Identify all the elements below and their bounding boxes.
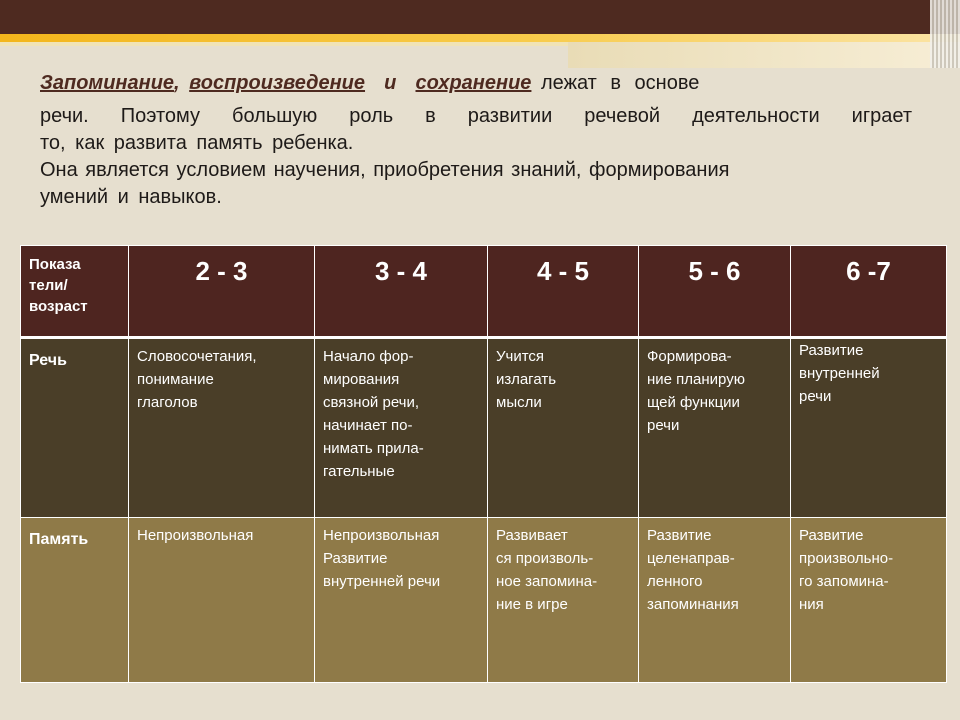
intro-line-3: то, как развита память ребенка. — [40, 132, 354, 154]
keyword-reproduction: воспроизведение — [189, 72, 366, 94]
age-header-4-5: 4 - 5 — [488, 246, 639, 338]
speech-cell-4-5: Учится излагать мысли — [488, 338, 639, 518]
age-header-3-4: 3 - 4 — [315, 246, 488, 338]
corner-header: Показа тели/ возраст — [21, 246, 129, 338]
intro-line-4: Она является условием научения, приобретения знаний, формирования — [40, 159, 730, 181]
memory-cell-2-3: Непроизвольная — [129, 518, 315, 683]
row-label-speech: Речь — [21, 338, 129, 518]
intro-comma: , — [174, 72, 180, 94]
speech-cell-3-4: Начало фор- мирования связной речи, начинает по- нимать прила- гательные — [315, 338, 488, 518]
keyword-memorization: Запоминание — [40, 72, 175, 94]
speech-cell-6-7: Развитие внутренней речи — [791, 338, 947, 518]
intro-line-1 — [40, 70, 912, 97]
table-row-memory — [21, 518, 947, 683]
gold-accent-stripe — [0, 34, 960, 42]
row-label-memory: Память — [21, 518, 129, 683]
age-header-2-3: 2 - 3 — [129, 246, 315, 338]
memory-cell-6-7: Развитие произвольно- го запомина- ния — [791, 518, 947, 683]
table-header-row — [21, 246, 947, 338]
intro-conjunction: и — [384, 72, 397, 94]
memory-cell-3-4: Непроизвольная Развитие внутренней речи — [315, 518, 488, 683]
decorative-ribs — [930, 0, 960, 68]
intro-line-2: речи. Поэтому большую роль в развитии речевой деятельности играет — [40, 105, 912, 127]
age-header-6-7: 6 -7 — [791, 246, 947, 338]
speech-cell-5-6: Формирова- ние планирую щей функции речи — [639, 338, 791, 518]
top-banner — [0, 0, 960, 34]
table-row-speech — [21, 338, 947, 518]
keyword-retention: сохранение — [415, 72, 532, 94]
intro-line-5: умений и навыков. — [40, 186, 222, 208]
memory-cell-5-6: Развитие целенаправ- ленного запоминания — [639, 518, 791, 683]
memory-cell-4-5: Развивает ся произволь- ное запомина- ние в игре — [488, 518, 639, 683]
intro-line-1-rest: лежат в основе — [541, 72, 700, 94]
age-header-5-6: 5 - 6 — [639, 246, 791, 338]
speech-cell-2-3: Словосочетания, понимание глаголов — [129, 338, 315, 518]
fade-accent-block — [568, 42, 960, 68]
intro-paragraph — [40, 70, 912, 211]
memory-development-table — [20, 245, 947, 683]
